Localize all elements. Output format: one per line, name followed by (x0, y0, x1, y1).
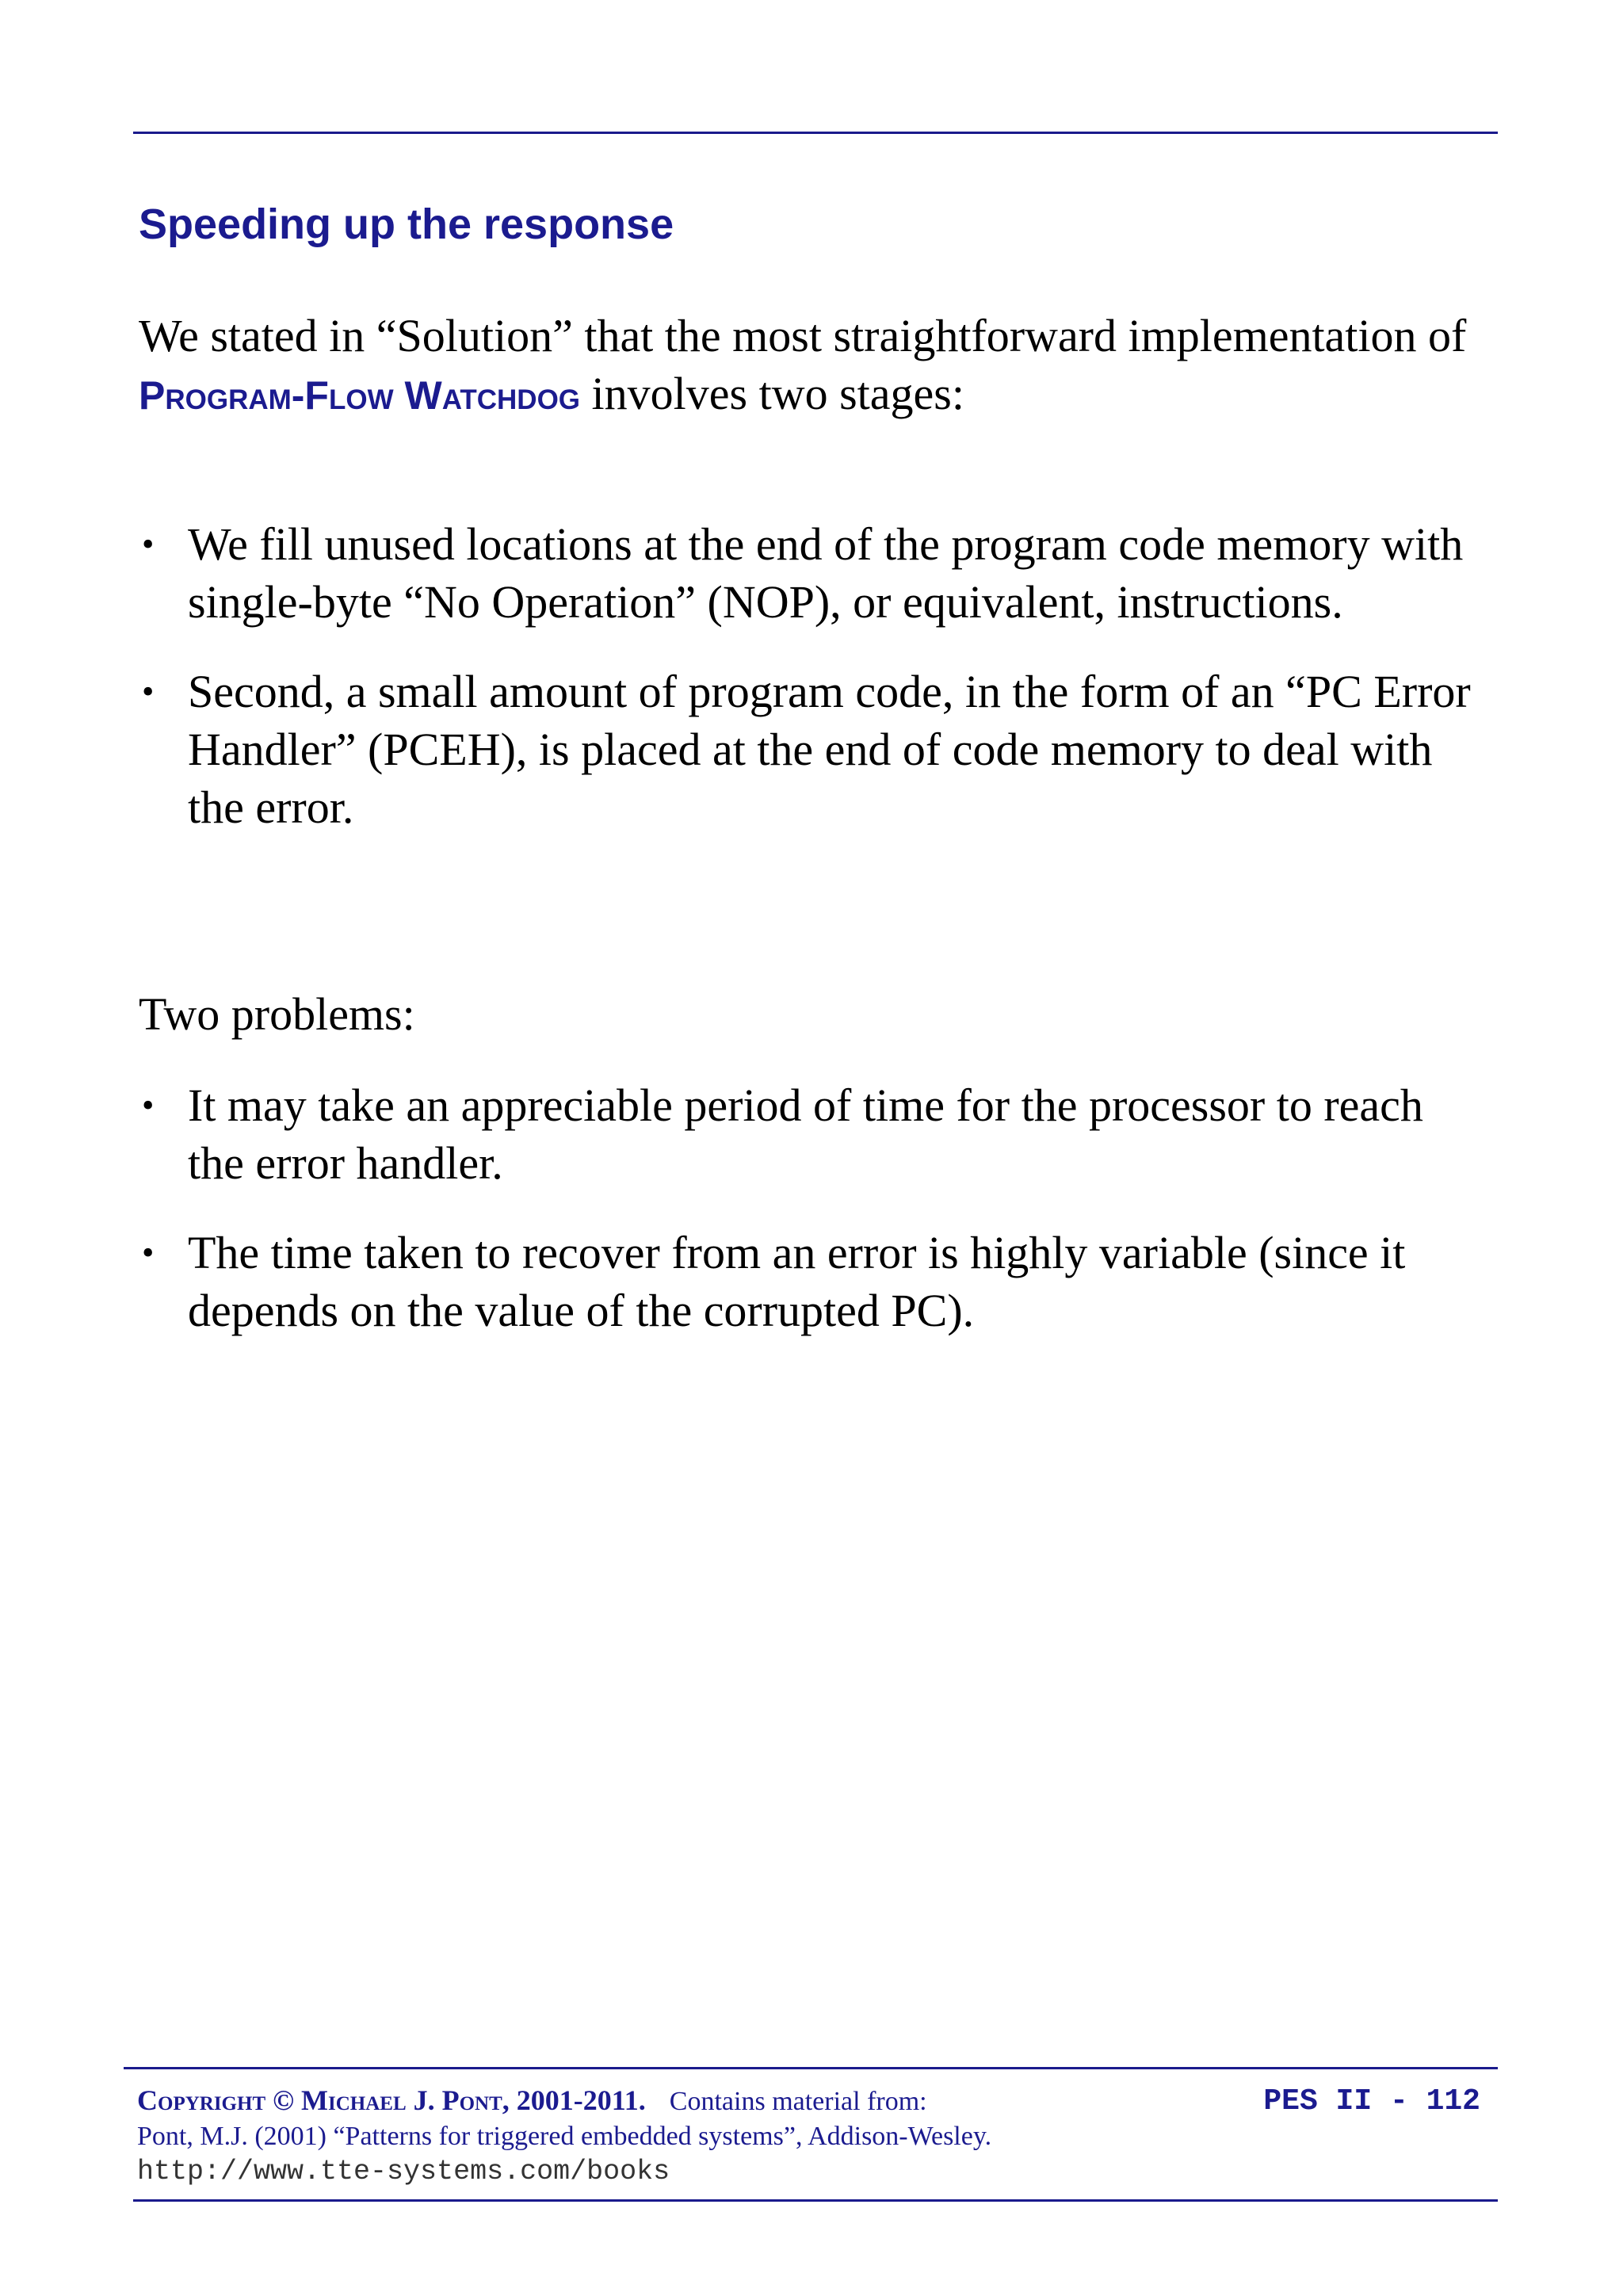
intro-text-before: We stated in “Solution” that the most straightforward implementation of (139, 310, 1467, 361)
bullet-icon: • (142, 1086, 155, 1125)
stage-text: We fill unused locations at the end of the program code memory with single-byte “No Operation” (NOP), or equivalent, instructions. (188, 518, 1464, 628)
copyright-notice: Copyright © Michael J. Pont, 2001-2011. (137, 2084, 646, 2116)
problems-intro: Two problems: (139, 988, 415, 1040)
footer (137, 2083, 1207, 2189)
list-item (139, 515, 1486, 631)
header-rule (133, 132, 1498, 134)
bullet-icon: • (142, 1233, 155, 1272)
footer-rule-bottom (133, 2199, 1498, 2202)
list-item (139, 1224, 1486, 1339)
stages-list (139, 515, 1486, 868)
page-heading: Speeding up the response (139, 201, 674, 248)
intro-text-after: involves two stages: (580, 368, 964, 419)
stage-text: Second, a small amount of program code, in the form of an “PC Error Handler” (PCEH), is placed at the end of code memory to deal with the error. (188, 666, 1471, 833)
pattern-name: Program-Flow Watchdog (139, 373, 581, 418)
citation: Pont, M.J. (2001) “Patterns for triggered embedded systems”, Addison-Wesley. (137, 2122, 992, 2151)
problem-text: The time taken to recover from an error is highly variable (since it depends on the value of the corrupted PC). (188, 1227, 1406, 1336)
page-number: PES II - 112 (1263, 2084, 1480, 2118)
bullet-icon: • (142, 525, 155, 563)
footer-rule-top (124, 2067, 1498, 2069)
list-item (139, 1076, 1486, 1192)
bullet-icon: • (142, 672, 155, 711)
copyright-line (137, 2083, 1207, 2119)
contains-material: Contains material from: (669, 2087, 927, 2116)
problems-list (139, 1076, 1486, 1371)
problem-text: It may take an appreciable period of time for the processor to reach the error handler. (188, 1079, 1423, 1189)
intro-paragraph (139, 307, 1486, 425)
books-url[interactable]: http://www.tte-systems.com/books (137, 2156, 670, 2187)
list-item (139, 663, 1486, 836)
